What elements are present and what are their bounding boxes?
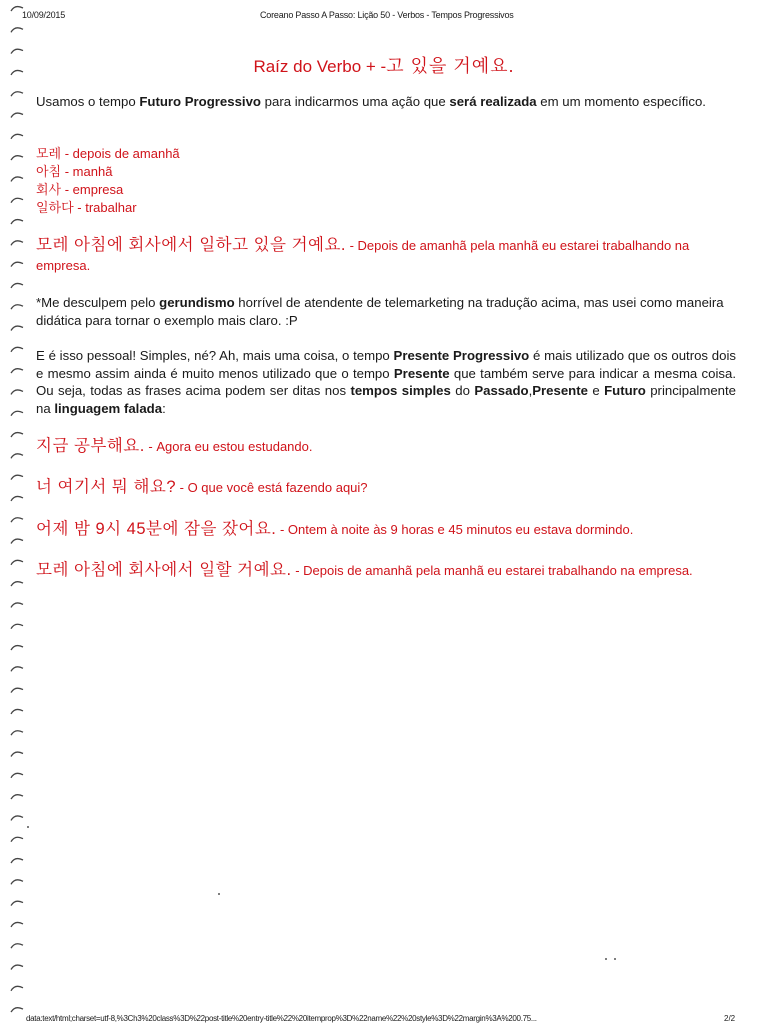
binder-hole-arc <box>11 709 23 713</box>
binder-hole-arc <box>11 646 23 650</box>
main-example-translation: - Depois de amanhã pela manhã eu estarei trabalhando na empresa. <box>36 238 690 273</box>
binder-holes <box>0 0 30 1024</box>
explanation-text: é mais utilizado que os outros dois e mesmo assim ainda é muito menos utilizado que o tempo <box>36 348 736 381</box>
example-translation: - Depois de amanhã pela manhã eu estarei trabalhando na empresa. <box>291 563 693 578</box>
scan-speck <box>218 893 220 895</box>
binder-hole-arc <box>11 241 23 245</box>
explanation-bold: Passado <box>474 383 529 398</box>
binder-hole-arc <box>11 752 23 756</box>
explanation-bold: tempos simples <box>350 383 451 398</box>
binder-hole-arc <box>11 262 23 266</box>
intro-text-1: Usamos o tempo <box>36 94 140 109</box>
binder-hole-arc <box>11 880 23 884</box>
binder-hole-arc <box>11 156 23 160</box>
binder-hole-arc <box>11 986 23 990</box>
explanation-bold: Presente Progressivo <box>393 348 530 363</box>
note-bold-1: gerundismo <box>159 295 235 310</box>
binder-holes-graphic <box>0 0 30 1024</box>
binder-hole-arc <box>11 901 23 905</box>
binder-hole-arc <box>11 518 23 522</box>
binder-hole-arc <box>11 816 23 820</box>
vocab-translation: - manhã <box>61 164 113 179</box>
vocab-korean: 모레 <box>36 146 62 161</box>
vocab-item <box>36 163 180 181</box>
scan-speck <box>605 958 607 960</box>
binder-hole-arc <box>11 667 23 671</box>
explanation-bold: Presente <box>393 365 450 381</box>
note-text-2: horrível de atendente de telemarketing na tradução acima, mas usei como maneira didática para tornar o exemplo mais claro. :P <box>36 295 724 328</box>
binder-hole-arc <box>11 220 23 224</box>
intro-bold-2: será realizada <box>449 94 537 109</box>
binder-hole-arc <box>11 795 23 799</box>
vocab-korean: 회사 <box>36 182 62 197</box>
binder-hole-arc <box>11 28 23 32</box>
vocab-korean: 아침 <box>36 164 62 179</box>
page-title-prefix: Raíz do Verbo + - <box>253 57 387 76</box>
example-translation: - O que você está fazendo aqui? <box>176 480 368 495</box>
example-korean: 너 여기서 뭐 해요? <box>36 478 177 496</box>
binder-hole-arc <box>11 113 23 117</box>
print-footer-url: data:text/html;charset=utf-8,%3Ch3%20class%3D%22post-title%20entry-title%22%20itemprop%3D%22name%22%20style%3D%22margin%3A%200.75... <box>26 1014 537 1023</box>
example-sentence <box>36 560 740 581</box>
page-title <box>0 52 768 78</box>
binder-hole-arc <box>11 347 23 351</box>
binder-hole-arc <box>11 390 23 394</box>
binder-hole-arc <box>11 773 23 777</box>
note-text-1: *Me desculpem pelo <box>36 295 160 310</box>
note-paragraph <box>36 294 736 329</box>
vocab-translation: - empresa <box>61 182 124 197</box>
binder-hole-arc <box>11 560 23 564</box>
binder-hole-arc <box>11 496 23 500</box>
explanation-text: do <box>450 383 475 398</box>
explanation-text: principalmente na <box>36 383 736 416</box>
binder-hole-arc <box>11 283 23 287</box>
example-korean: 어제 밤 9시 45분에 잠을 잤어요. <box>36 520 277 538</box>
binder-hole-arc <box>11 433 23 437</box>
explanation-text: E é isso pessoal! Simples, né? Ah, mais uma coisa, o tempo <box>36 348 394 363</box>
scan-speck <box>27 826 29 828</box>
print-date: 10/09/2015 <box>22 10 66 20</box>
explanation-text: , <box>528 383 533 398</box>
explanation-bold: Presente <box>532 383 588 398</box>
intro-paragraph <box>36 93 736 111</box>
example-sentence <box>36 477 740 498</box>
intro-text-3: em um momento específico. <box>536 94 706 109</box>
binder-hole-arc <box>11 965 23 969</box>
intro-bold-1: Futuro Progressivo <box>139 94 261 109</box>
vocab-korean: 일하다 <box>36 200 74 215</box>
intro-text-2: para indicarmos uma ação que <box>260 94 450 109</box>
binder-hole-arc <box>11 326 23 330</box>
explanation-bold: Futuro <box>604 383 646 398</box>
binder-hole-arc <box>11 624 23 628</box>
binder-hole-arc <box>11 198 23 202</box>
binder-hole-arc <box>11 582 23 586</box>
binder-hole-arc <box>11 922 23 926</box>
example-korean: 지금 공부해요. <box>36 437 145 455</box>
binder-hole-arc <box>11 944 23 948</box>
print-page-number: 2/2 <box>724 1014 736 1023</box>
vocab-item <box>36 199 180 217</box>
binder-hole-arc <box>11 177 23 181</box>
example-translation: - Agora eu estou estudando. <box>144 439 313 454</box>
binder-hole-arc <box>11 369 23 373</box>
binder-hole-arc <box>11 603 23 607</box>
binder-hole-arc <box>11 92 23 96</box>
explanation-paragraph <box>36 347 736 417</box>
page-title-korean: 고 있을 거예요. <box>386 56 515 76</box>
binder-hole-arc <box>11 475 23 479</box>
vocab-list <box>36 145 180 217</box>
main-example <box>36 235 740 276</box>
vocab-item <box>36 181 180 199</box>
print-header-title: Coreano Passo A Passo: Lição 50 - Verbos - Tempos Progressivos <box>260 10 514 20</box>
binder-hole-arc <box>11 305 23 309</box>
binder-hole-arc <box>11 1008 23 1012</box>
explanation-text: : <box>162 400 166 416</box>
vocab-translation: - depois de amanhã <box>61 146 180 161</box>
scan-speck <box>614 958 616 960</box>
binder-hole-arc <box>11 859 23 863</box>
binder-hole-arc <box>11 134 23 138</box>
example-korean: 모레 아침에 회사에서 일할 거예요. <box>36 561 292 579</box>
explanation-bold: linguagem falada <box>54 400 163 416</box>
binder-hole-arc <box>11 688 23 692</box>
example-translation: - Ontem à noite às 9 horas e 45 minutos eu estava dormindo. <box>276 522 634 537</box>
binder-hole-arc <box>11 837 23 841</box>
example-sentence <box>36 519 740 540</box>
explanation-text: e <box>587 383 605 398</box>
explanation-text: que também serve para indicar a mesma coisa. Ou seja, todas as frases acima podem ser ditas nos <box>36 365 736 398</box>
example-sentence <box>36 436 740 457</box>
binder-hole-arc <box>11 411 23 415</box>
binder-hole-arc <box>11 454 23 458</box>
main-example-korean: 모레 아침에 회사에서 일하고 있을 거예요. <box>36 236 346 254</box>
binder-hole-arc <box>11 731 23 735</box>
vocab-item <box>36 145 180 163</box>
binder-hole-arc <box>11 539 23 543</box>
vocab-translation: - trabalhar <box>73 200 137 215</box>
